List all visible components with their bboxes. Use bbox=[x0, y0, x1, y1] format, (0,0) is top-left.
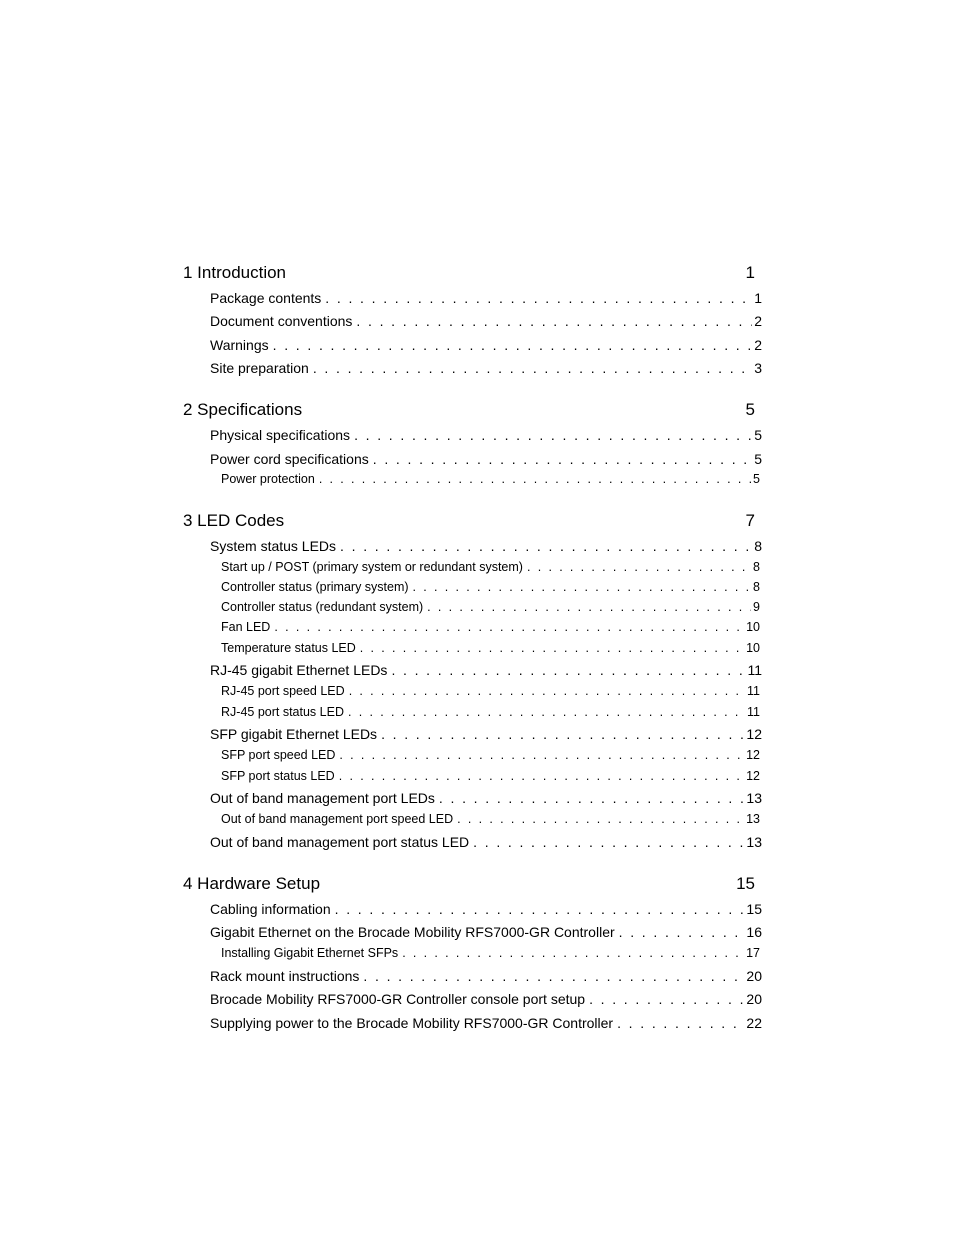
chapter-page-number: 15 bbox=[736, 874, 755, 893]
dot-leader bbox=[339, 767, 744, 785]
entry-title: SFP gigabit Ethernet LEDs bbox=[210, 726, 378, 742]
dot-leader bbox=[363, 966, 744, 986]
entry-title: SFP port status LED bbox=[221, 769, 335, 783]
dot-leader bbox=[348, 703, 745, 721]
toc-entry-cabling-information[interactable] bbox=[210, 899, 762, 919]
entry-title: Out of band management port status LED bbox=[210, 834, 470, 850]
dot-leader bbox=[457, 810, 744, 828]
dot-leader bbox=[339, 746, 744, 764]
toc-entry-sfp-port-status-led[interactable] bbox=[221, 767, 760, 785]
entry-page-number: 5 bbox=[753, 472, 760, 486]
toc-entry-physical-specifications[interactable] bbox=[210, 425, 762, 445]
entry-title: Package contents bbox=[210, 290, 322, 306]
toc-entry-power-protection[interactable] bbox=[221, 470, 760, 488]
chapter-title: 3 LED Codes bbox=[183, 511, 285, 530]
entry-page-number: 11 bbox=[747, 705, 760, 719]
toc-entry-rack-mount-instructions[interactable] bbox=[210, 966, 762, 986]
toc-entry-power-cord-specifications[interactable] bbox=[210, 449, 762, 469]
entry-page-number: 10 bbox=[746, 620, 760, 634]
dot-leader bbox=[273, 335, 753, 355]
toc-entry-package-contents[interactable] bbox=[210, 288, 762, 308]
dot-leader bbox=[274, 618, 744, 636]
entry-title: SFP port speed LED bbox=[221, 748, 336, 762]
entry-title: Controller status (primary system) bbox=[221, 580, 409, 594]
toc-entry-sfp-port-speed-led[interactable] bbox=[221, 746, 760, 764]
entry-title: RJ-45 port speed LED bbox=[221, 684, 345, 698]
dot-leader bbox=[373, 449, 752, 469]
entry-page-number: 13 bbox=[746, 790, 762, 806]
entry-page-number: 3 bbox=[754, 360, 762, 376]
dot-leader bbox=[527, 558, 751, 576]
dot-leader bbox=[391, 660, 745, 680]
entry-title: Temperature status LED bbox=[221, 641, 356, 655]
entry-page-number: 20 bbox=[746, 991, 762, 1007]
dot-leader bbox=[413, 578, 752, 596]
entry-title: Gigabit Ethernet on the Brocade Mobility RFS7000-GR Controller bbox=[210, 924, 615, 940]
entry-page-number: 2 bbox=[754, 337, 762, 353]
dot-leader bbox=[619, 922, 745, 942]
entry-page-number: 12 bbox=[746, 769, 760, 783]
entry-page-number: 12 bbox=[746, 748, 760, 762]
entry-title: RJ-45 gigabit Ethernet LEDs bbox=[210, 662, 388, 678]
toc-entry-fan-led[interactable] bbox=[221, 618, 760, 636]
entry-title: Site preparation bbox=[210, 360, 309, 376]
dot-leader bbox=[589, 989, 744, 1009]
entry-title: Start up / POST (primary system or redundant system) bbox=[221, 560, 523, 574]
toc-entry-oob-port-speed-led[interactable] bbox=[221, 810, 760, 828]
toc-entry-rj45-port-status-led[interactable] bbox=[221, 703, 760, 721]
dot-leader bbox=[354, 425, 752, 445]
entry-title: Installing Gigabit Ethernet SFPs bbox=[221, 946, 399, 960]
entry-page-number: 11 bbox=[747, 684, 760, 698]
dot-leader bbox=[360, 639, 744, 657]
dot-leader bbox=[617, 1013, 744, 1033]
chapter-page-number: 7 bbox=[745, 511, 755, 530]
entry-page-number: 1 bbox=[754, 290, 762, 306]
toc-entry-rj45-gigabit-ethernet-leds[interactable] bbox=[210, 660, 762, 680]
dot-leader bbox=[427, 598, 751, 616]
entry-title: Rack mount instructions bbox=[210, 968, 360, 984]
toc-entry-oob-management-port-leds[interactable] bbox=[210, 788, 762, 808]
entry-title: Warnings bbox=[210, 337, 269, 353]
dot-leader bbox=[340, 536, 752, 556]
toc-entry-console-port-setup[interactable] bbox=[210, 989, 762, 1009]
chapter-page-number: 5 bbox=[745, 400, 755, 419]
entry-title: Controller status (redundant system) bbox=[221, 600, 424, 614]
toc-entry-warnings[interactable] bbox=[210, 335, 762, 355]
dot-leader bbox=[313, 358, 752, 378]
entry-title: Fan LED bbox=[221, 620, 271, 634]
entry-page-number: 2 bbox=[754, 313, 762, 329]
entry-title: System status LEDs bbox=[210, 538, 337, 554]
entry-title: Out of band management port LEDs bbox=[210, 790, 435, 806]
dot-leader bbox=[473, 832, 744, 852]
dot-leader bbox=[325, 288, 752, 308]
toc-entry-start-up-post[interactable] bbox=[221, 558, 760, 576]
dot-leader bbox=[439, 788, 745, 808]
toc-entry-gigabit-ethernet-controller[interactable] bbox=[210, 922, 762, 942]
entry-title: RJ-45 port status LED bbox=[221, 705, 344, 719]
dot-leader bbox=[402, 944, 744, 962]
entry-page-number: 8 bbox=[753, 580, 760, 594]
entry-page-number: 20 bbox=[746, 968, 762, 984]
entry-page-number: 12 bbox=[746, 726, 762, 742]
entry-page-number: 16 bbox=[746, 924, 762, 940]
dot-leader bbox=[356, 311, 752, 331]
entry-page-number: 13 bbox=[746, 812, 760, 826]
entry-page-number: 11 bbox=[747, 662, 762, 678]
toc-entry-document-conventions[interactable] bbox=[210, 311, 762, 331]
entry-page-number: 9 bbox=[753, 600, 760, 614]
entry-page-number: 10 bbox=[746, 641, 760, 655]
dot-leader bbox=[319, 470, 751, 488]
chapter-title: 1 Introduction bbox=[183, 263, 287, 282]
dot-leader bbox=[335, 899, 745, 919]
entry-page-number: 15 bbox=[746, 901, 762, 917]
toc-entry-site-preparation[interactable] bbox=[210, 358, 762, 378]
toc-entry-installing-gigabit-sfps[interactable] bbox=[221, 944, 760, 962]
chapter-title: 2 Specifications bbox=[183, 400, 303, 419]
toc-entry-temperature-status-led[interactable] bbox=[221, 639, 760, 657]
entry-page-number: 22 bbox=[746, 1015, 762, 1031]
entry-title: Power cord specifications bbox=[210, 451, 369, 467]
entry-title: Brocade Mobility RFS7000-GR Controller console port setup bbox=[210, 991, 586, 1007]
toc-entry-controller-status-redundant[interactable] bbox=[221, 598, 760, 616]
entry-page-number: 5 bbox=[754, 451, 762, 467]
toc-chapter-hardware-setup[interactable] bbox=[183, 873, 755, 895]
dot-leader bbox=[349, 682, 745, 700]
toc-entry-supplying-power[interactable] bbox=[210, 1013, 762, 1033]
dot-leader bbox=[381, 724, 744, 744]
toc-chapter-led-codes[interactable] bbox=[183, 510, 755, 532]
entry-title: Out of band management port speed LED bbox=[221, 812, 454, 826]
entry-page-number: 17 bbox=[746, 946, 760, 960]
toc-entry-sfp-gigabit-ethernet-leds[interactable] bbox=[210, 724, 762, 744]
entry-title: Power protection bbox=[221, 472, 315, 486]
entry-title: Document conventions bbox=[210, 313, 353, 329]
chapter-title: 4 Hardware Setup bbox=[183, 874, 321, 893]
entry-page-number: 13 bbox=[746, 834, 762, 850]
toc-entry-system-status-leds[interactable] bbox=[210, 536, 762, 556]
entry-title: Physical specifications bbox=[210, 427, 351, 443]
entry-title: Cabling information bbox=[210, 901, 331, 917]
toc-entry-oob-port-status-led[interactable] bbox=[210, 832, 762, 852]
toc-chapter-introduction[interactable] bbox=[183, 262, 755, 284]
entry-page-number: 8 bbox=[754, 538, 762, 554]
chapter-page-number: 1 bbox=[745, 263, 755, 282]
toc-entry-rj45-port-speed-led[interactable] bbox=[221, 682, 760, 700]
entry-page-number: 5 bbox=[754, 427, 762, 443]
toc-chapter-specifications[interactable] bbox=[183, 399, 755, 421]
entry-page-number: 8 bbox=[753, 560, 760, 574]
toc-entry-controller-status-primary[interactable] bbox=[221, 578, 760, 596]
entry-title: Supplying power to the Brocade Mobility RFS7000-GR Controller bbox=[210, 1015, 614, 1031]
